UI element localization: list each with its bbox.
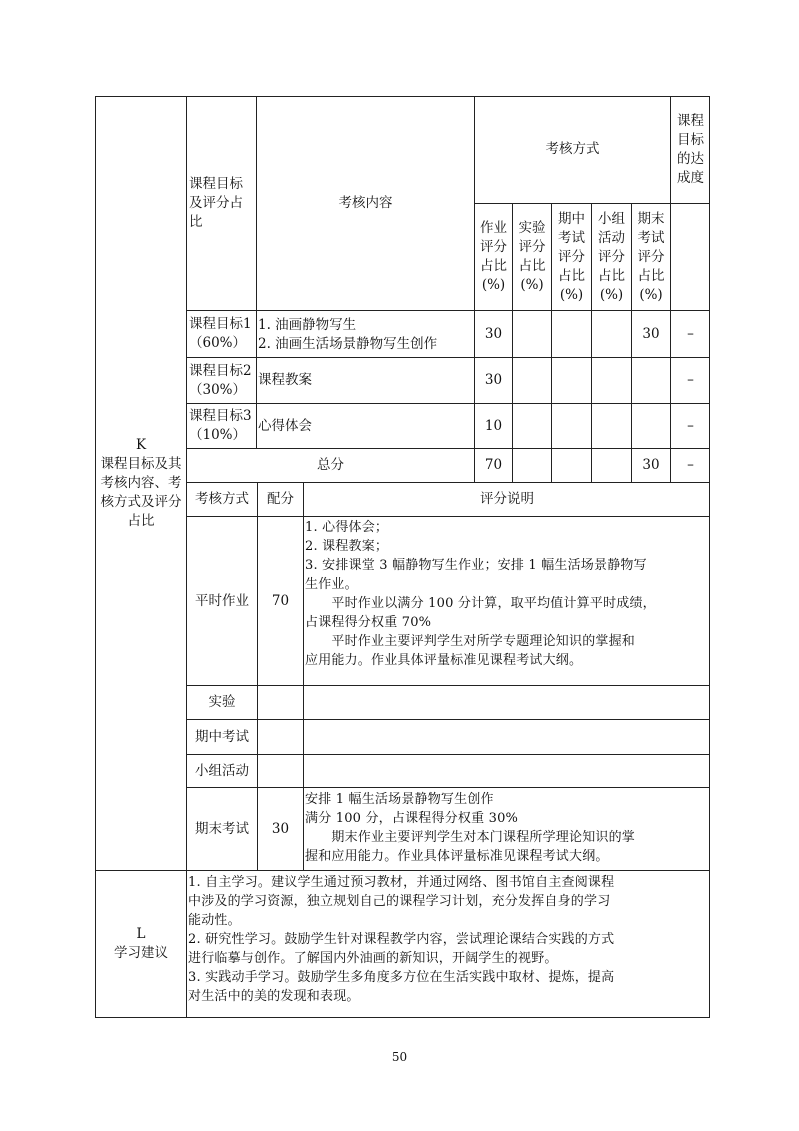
assess-score: 70 — [271, 592, 290, 609]
row-rule — [186, 719, 710, 720]
total-final: 30 — [642, 457, 660, 473]
section-l-title: 学习建议 — [114, 945, 168, 961]
assess-header-method: 考核方式 — [195, 491, 249, 507]
section-l-label — [96, 870, 186, 1018]
assess-score: 30 — [271, 820, 290, 837]
learning-suggestions: 1. 自主学习。建议学生通过预习教材，并通过网络、图书馆自主查阅课程 中涉及的学习资源，独立规划自己的课程学习计划，充分发挥自身的学习 能动性。 2. 研究性学习。鼓励学生针对课程教学内容，尝试理论课结合实践的方式 进行临摹与创作。了解国内外油画的新知识，开阔学生的视野。 3. 实践动手学习。鼓励学生多角度多方位在生活实践中取材、提炼，提高 对生活中的美的发现和表现。 — [188, 875, 615, 1004]
section-divider — [186, 870, 187, 1018]
section-k-title: 课程目标及其考核内容、考核方式及评分占比 — [100, 455, 182, 529]
homework-value: 30 — [484, 372, 503, 388]
assess-header-score: 配分 — [267, 491, 294, 507]
homework-value: 10 — [484, 417, 503, 434]
content-cell: 课程教案 — [258, 372, 312, 388]
row-rule — [186, 685, 710, 686]
achievement-value: – — [687, 417, 694, 434]
section-k-letter: K — [135, 436, 147, 453]
header-methods: 考核方式 — [545, 141, 600, 157]
header-group: 小组活动评分占比(%) — [598, 210, 625, 303]
row-rule — [95, 870, 710, 871]
goal-cell: 课程目标1（60%） — [189, 316, 252, 351]
assess-method: 期末考试 — [195, 820, 249, 837]
header-achievement: 课程目标的达成度 — [677, 112, 704, 186]
assess-method: 期中考试 — [195, 728, 249, 745]
goal-cell: 课程目标2（30%） — [189, 362, 252, 398]
assess-method: 平时作业 — [195, 592, 249, 609]
content-cell: 1. 油画静物写生 2. 油画生活场景静物写生创作 — [258, 317, 438, 352]
total-label: 总分 — [317, 457, 344, 473]
assess-method: 实验 — [208, 694, 236, 710]
section-k-label — [96, 96, 186, 870]
header-homework: 作业评分占比(%) — [480, 220, 507, 293]
goal-cell: 课程目标3（10%） — [189, 408, 252, 443]
achievement-value: – — [687, 325, 694, 342]
assess-desc: 1. 心得体会； 2. 课程教案； 3. 安排课堂 3 幅静物写生作业；安排 1 幅生活场景静物写 生作业。 平时作业以满分 100 分计算，取平均值计算平时成绩， 占课程得分权重 70% 平时作业主要评判学生对所学专题理论知识的掌握和 应用能力。作业具体评量标准见课程考试大纲。 — [305, 520, 656, 668]
assess-header-desc: 评分说明 — [480, 491, 534, 507]
header-final: 期末考试评分占比(%) — [637, 210, 665, 303]
final-value: 30 — [642, 325, 660, 342]
total-homework: 70 — [484, 457, 503, 473]
homework-value: 30 — [484, 325, 503, 342]
assess-method: 小组活动 — [195, 762, 249, 779]
page-number: 50 — [391, 1050, 408, 1064]
assess-desc: 安排 1 幅生活场景静物写生创作 满分 100 分，占课程得分权重 30% 期末作业主要评判学生对本门课程所学理论知识的掌 握和应用能力。作业具体评量标准见课程考试大纲。 — [305, 792, 636, 864]
row-rule — [186, 754, 710, 755]
header-midterm: 期中考试评分占比(%) — [558, 210, 585, 303]
col-rule — [303, 482, 304, 870]
achievement-value: – — [687, 372, 694, 388]
section-l-letter: L — [136, 926, 146, 942]
header-experiment: 实验评分占比(%) — [518, 220, 546, 293]
content-cell: 心得体会 — [258, 417, 312, 434]
total-achievement: – — [687, 457, 694, 473]
header-content: 考核内容 — [338, 194, 393, 211]
header-goal: 课程目标及评分占比 — [189, 175, 243, 230]
